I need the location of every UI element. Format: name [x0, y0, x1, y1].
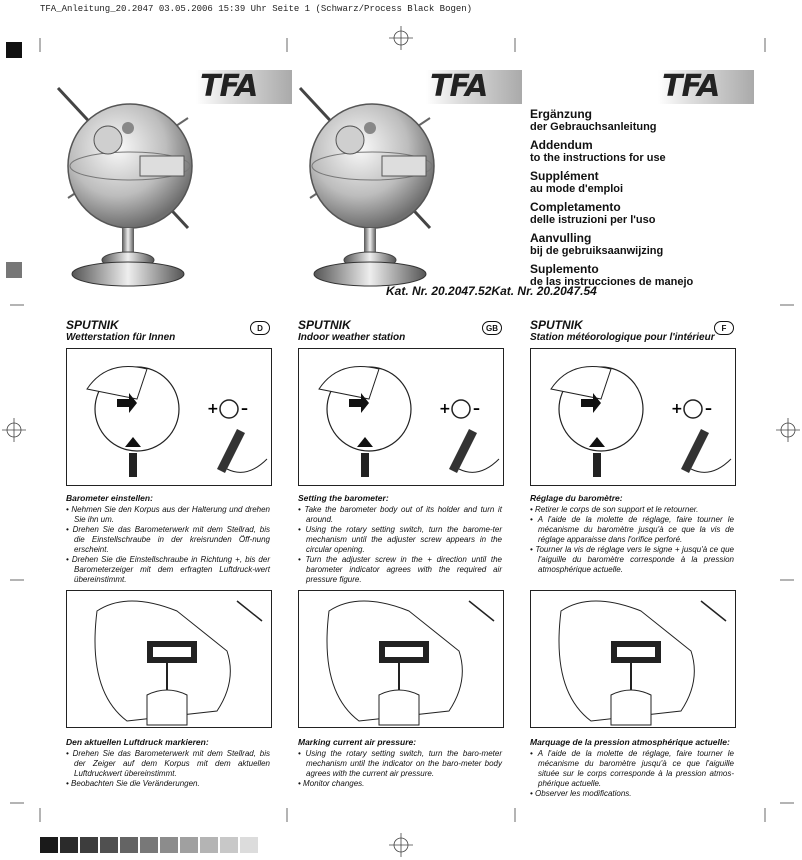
addendum-item-en: Addendum to the instructions for use	[530, 138, 666, 164]
print-header: TFA_Anleitung_20.2047 03.05.2006 15:39 Uhr Seite 1 (Schwarz/Process Black Bogen)	[40, 4, 473, 14]
color-swatch	[160, 837, 178, 853]
color-swatch	[180, 837, 198, 853]
catalog-number: Kat. Nr. 20.2047.52Kat. Nr. 20.2047.54	[386, 284, 597, 298]
section-marking-de: Den aktuellen Luftdruck markieren: • Drehen Sie das Barometerwerk mit dem Stellrad, bis der Zeiger auf dem Korpus mit dem aktuellen Luftdruckwert übereinstimmt. • Beobachten Sie die Veränderungen.	[66, 737, 270, 789]
color-swatch	[140, 837, 158, 853]
logo-2: TFA	[426, 70, 522, 104]
column-fr	[530, 318, 734, 343]
list-item: • Drehen Sie das Barometerwerk mit dem Stellrad, bis der Zeiger auf dem Korpus mit dem aktuellen Luftdruckwert übereinstimmt.	[66, 749, 270, 779]
column-title: SPUTNIK	[66, 318, 119, 332]
registration-square-gray	[6, 262, 22, 278]
column-de	[66, 318, 270, 343]
list-item: • Drehen Sie das Barometerwerk mit dem Stellrad, bis die Einstellschraube in der kreisrunden Öff-nung erscheint.	[66, 525, 270, 555]
column-subtitle: Wetterstation für Innen	[66, 332, 176, 343]
section-marking-gb: Marking current air pressure: • Using the rotary setting switch, turn the baro-meter mechanism until the indicator on the baro-meter body agrees with the current air pressure. • Monitor changes.	[298, 737, 502, 789]
svg-text:–: –	[705, 401, 712, 417]
color-swatch	[80, 837, 98, 853]
logo-1: TFA	[196, 70, 292, 104]
list-item: • A l'aide de la molette de réglage, faire tourner le mécanisme du baromètre jusqu'à ce que l'aiguille située sur le corps corresponde à la pression atmos-phérique actuelle.	[530, 749, 734, 789]
sputnik-product-image-2	[290, 78, 450, 290]
color-swatch	[60, 837, 78, 853]
svg-text:+: +	[439, 401, 451, 417]
list-item: • Nehmen Sie den Korpus aus der Halterung und drehen Sie ihn um.	[66, 505, 270, 525]
svg-text:+: +	[207, 401, 219, 417]
registration-square	[6, 42, 22, 58]
column-title: SPUTNIK	[530, 318, 583, 332]
list-item: • Using the rotary setting switch, turn the barome-ter mechanism until the adjuster screw appears in the circular opening.	[298, 525, 502, 555]
list-item: • Using the rotary setting switch, turn the baro-meter mechanism until the indicator on the baro-meter body agrees with the current air pressure.	[298, 749, 502, 779]
sputnik-product-image	[48, 78, 208, 290]
column-subtitle: Indoor weather station	[298, 332, 406, 343]
illustration-marking-pressure-2	[298, 590, 504, 728]
addendum-list	[530, 108, 800, 294]
color-swatch	[200, 837, 218, 853]
list-item: • Monitor changes.	[298, 779, 502, 789]
language-badge: F	[714, 321, 734, 335]
list-item: • Beobachten Sie die Veränderungen.	[66, 779, 270, 789]
section-marking-fr: Marquage de la pression atmosphérique actuelle: • A l'aide de la molette de réglage, faire tourner le mécanisme du baromètre jusqu'à ce que l'aiguille située sur le corps corresponde à la pression atmos-phérique actuelle. • Observer les modifications.	[530, 737, 734, 799]
column-gb	[298, 318, 502, 343]
color-swatch	[40, 837, 58, 853]
color-swatch	[220, 837, 238, 853]
svg-text:–: –	[241, 401, 248, 417]
illustration-setting-barometer-3	[530, 348, 736, 486]
color-swatch	[120, 837, 138, 853]
list-item: • A l'aide de la molette de réglage, faire tourner le mécanisme du baromètre jusqu'à ce que la vis de réglage apparaisse dans l'orifice perforé.	[530, 515, 734, 545]
color-swatch	[240, 837, 258, 853]
language-badge: GB	[482, 321, 502, 335]
illustration-setting-barometer	[66, 348, 272, 486]
section-setting-gb: Setting the barometer: • Take the barometer body out of its holder and turn it around. • Using the rotary setting switch, turn the barome-ter mechanism until the adjuster screw appears in the circular opening. • Turn the adjuster screw in the + direction until the barometer indicator agrees with the required air pressure figure.	[298, 493, 502, 585]
list-item: • Tourner la vis de réglage vers le signe + jusqu'à ce que l'aiguille du baromètre corresponde à la pression atmosphérique actuelle.	[530, 545, 734, 575]
addendum-item-fr: Supplément au mode d'emploi	[530, 169, 624, 195]
addendum-item-de: Ergänzung der Gebrauchsanleitung	[530, 107, 657, 133]
column-subtitle: Station météorologique pour l'intérieur	[530, 332, 715, 343]
list-item: • Turn the adjuster screw in the + direction until the barometer indicator agrees with the required air pressure figure.	[298, 555, 502, 585]
logo-3: TFA	[658, 70, 754, 104]
illustration-marking-pressure-3	[530, 590, 736, 728]
color-swatch	[100, 837, 118, 853]
list-item: • Observer les modifications.	[530, 789, 734, 799]
list-item: • Drehen Sie die Einstellschraube in Richtung +, bis der Barometerzeiger mit dem erfragten Luftdruck-wert übereinstimmt.	[66, 555, 270, 585]
section-setting-de: Barometer einstellen: • Nehmen Sie den Korpus aus der Halterung und drehen Sie ihn um. • Drehen Sie das Barometerwerk mit dem Stellrad, bis die Einstellschraube in der kreisrunden Öff-nung erscheint. • Drehen Sie die Einstellschraube in Richtung +, bis der Barometerzeiger mit dem erfragten Luftdruck-wert übereinstimmt.	[66, 493, 270, 585]
illustration-marking-pressure	[66, 590, 272, 728]
section-setting-fr: Réglage du baromètre: • Retirer le corps de son support et le retourner. • A l'aide de la molette de réglage, faire tourner le mécanisme du baromètre jusqu'à ce que la vis de réglage apparaisse dans l'orifice perforé. • Tourner la vis de réglage vers le signe + jusqu'à ce que l'aiguille du baromètre corresponde à la pression atmosphérique actuelle.	[530, 493, 734, 575]
svg-text:+: +	[671, 401, 683, 417]
list-item: • Take the barometer body out of its holder and turn it around.	[298, 505, 502, 525]
list-item: • Retirer le corps de son support et le retourner.	[530, 505, 734, 515]
addendum-item-it: Completamento delle istruzioni per l'uso	[530, 200, 656, 226]
addendum-item-nl: Aanvulling bij de gebruiksaanwijzing	[530, 231, 664, 257]
language-badge: D	[250, 321, 270, 335]
svg-text:–: –	[473, 401, 480, 417]
illustration-setting-barometer-2	[298, 348, 504, 486]
column-title: SPUTNIK	[298, 318, 351, 332]
addendum-item-es: Suplemento de las instrucciones de manejo	[530, 262, 694, 288]
